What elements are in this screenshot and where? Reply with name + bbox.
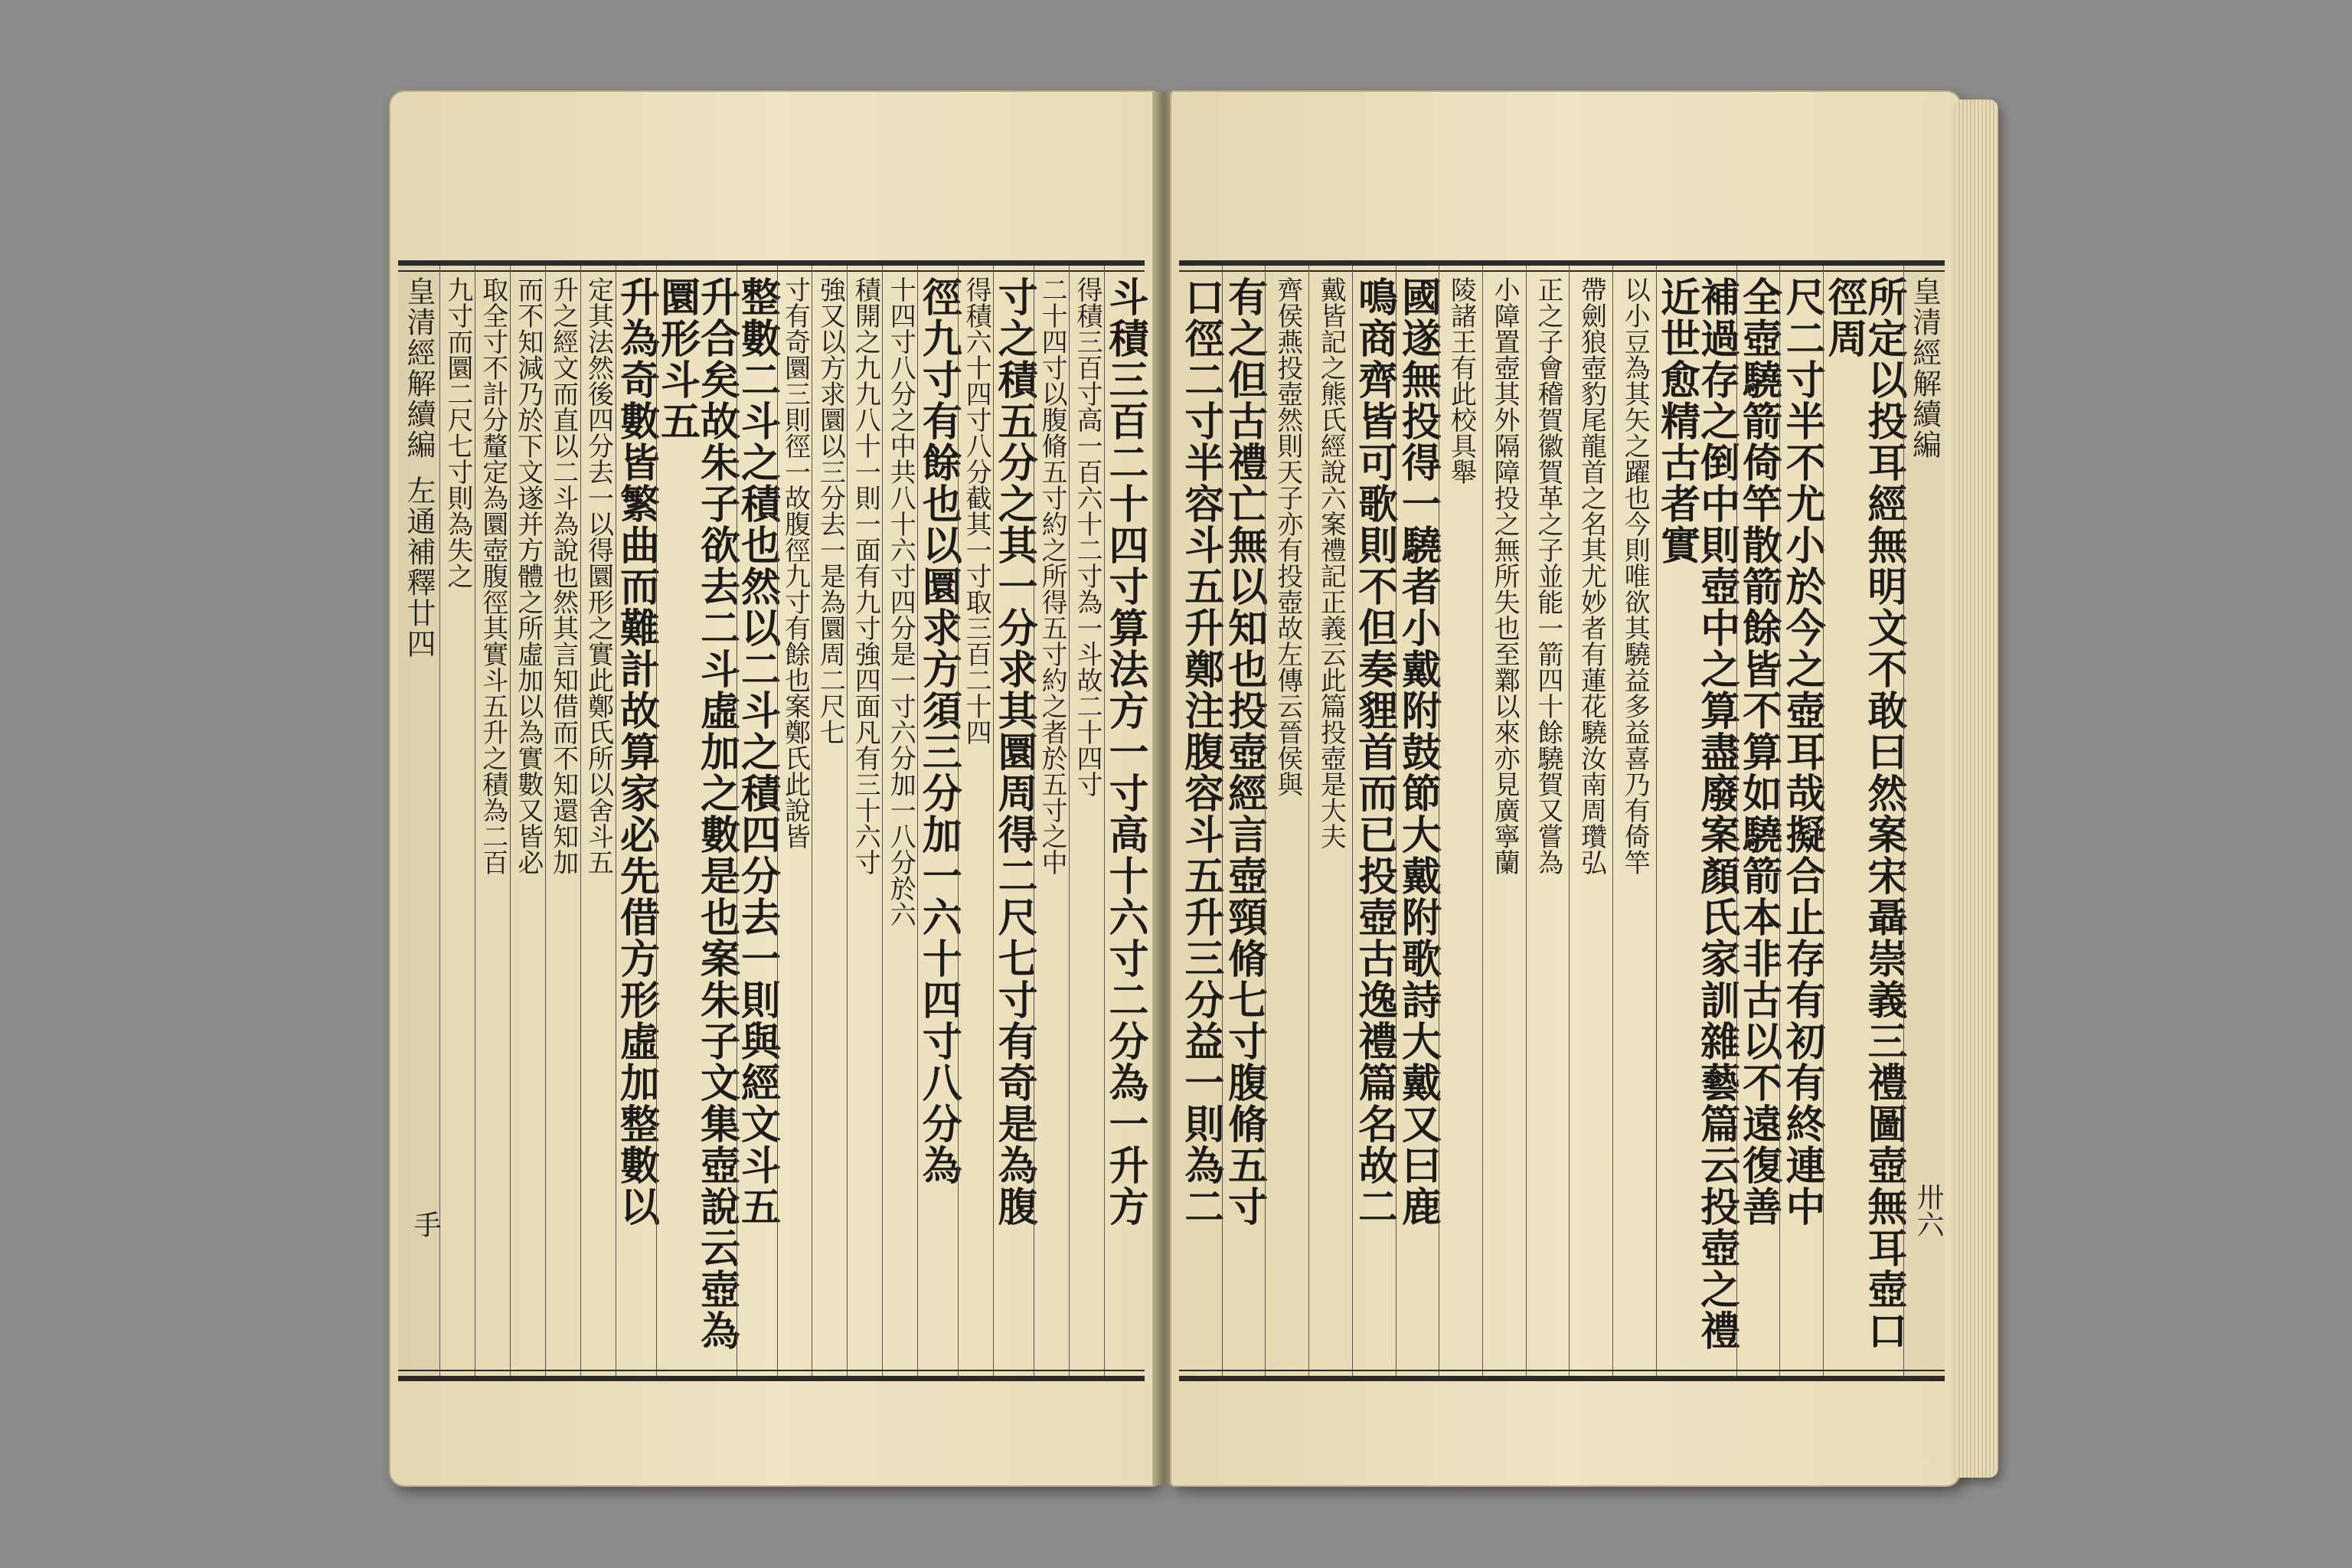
- text-column: [1439, 266, 1482, 1376]
- column-text: 取全寸不計分釐定為圜壺腹徑其實斗五升之積為二百: [477, 276, 508, 875]
- text-column: [510, 266, 545, 1376]
- column-text: 十四寸八分之中共八十六寸四分是一寸六分加一八分於六: [885, 276, 916, 927]
- column-text: 徑九寸有餘也以圜求方須三分加一六十四寸八分為: [915, 276, 962, 1186]
- left-margin-title: [398, 266, 439, 1376]
- column-text: 齊侯燕投壺然則天子亦有投壺故左傳云晉侯與: [1272, 276, 1303, 797]
- text-column: [612, 266, 660, 1376]
- text-column: [1612, 266, 1656, 1376]
- text-column: [1179, 266, 1222, 1376]
- column-text: 整數二斗之積也然以二斗之積四分去一則與經文斗五: [733, 276, 781, 1227]
- text-column: [1482, 266, 1526, 1376]
- text-column: [653, 266, 740, 1376]
- left-folio: 手: [410, 1210, 441, 1238]
- text-column: [991, 266, 1038, 1376]
- column-text: 得積三百寸高一百六十二寸為一斗故二十四寸: [1071, 276, 1102, 797]
- text-column: [475, 266, 510, 1376]
- column-text: 得積六十四寸八分截其一寸取三百二十四: [961, 276, 992, 745]
- text-column: [882, 266, 917, 1376]
- right-margin-title-text: 皇清經解續編: [1907, 276, 1942, 460]
- text-column: [1779, 266, 1826, 1376]
- column-text: 升為奇數皆繁曲而難計故算家必先借方形虛加整數以: [612, 276, 660, 1227]
- column-text: 國遂無投得一驍者小戴附鼓節大戴附歌詩大戴又曰鹿: [1394, 276, 1442, 1227]
- text-column: [1265, 266, 1308, 1376]
- column-text: 九寸而圜二尺七寸則為失之: [442, 276, 473, 589]
- column-text: 而不知減乃於下文遂并方體之所虛加以為實數又皆必: [512, 276, 544, 875]
- column-text: 強又以方求圜以三分去一是為圜周二尺七: [815, 276, 846, 745]
- text-column: [1736, 266, 1780, 1376]
- left-page-columns: [398, 266, 1148, 1376]
- text-column: [1394, 266, 1442, 1376]
- column-text: 寸有奇圜三則徑一故腹徑九寸有餘也案鄭氏此說皆: [779, 276, 811, 849]
- column-text: 小障置壺其外隔障投之無所失也至鄴以來亦見廣寧蘭: [1489, 276, 1521, 875]
- text-column: [1821, 266, 1907, 1376]
- right-page-text-frame: [1179, 260, 1945, 1381]
- column-text: 積開之九九八十一則一面有九寸強四面凡有三十六寸: [850, 276, 881, 875]
- text-column: [812, 266, 847, 1376]
- left-margin-note: 左通補釋廿四: [401, 475, 436, 659]
- column-text: 所定以投耳經無明文不敢曰然案宋聶崇義三禮圖壺無耳壺口徑周: [1821, 276, 1907, 1351]
- text-column: [439, 266, 475, 1376]
- column-text: 尺二寸半不尤小於今之壺耳哉擬合止存有初有終連中: [1779, 276, 1826, 1227]
- column-text: 全壺驍箭倚竿散箭餘皆不算如驍箭本非古以不遠復善: [1735, 276, 1782, 1227]
- text-column: [1352, 266, 1396, 1376]
- text-column: [847, 266, 882, 1376]
- text-column: [1069, 266, 1104, 1376]
- text-column: [777, 266, 812, 1376]
- text-column: [958, 266, 993, 1376]
- column-text: 正之子會稽賀徽賀革之子並能一箭四十餘驍賀又嘗為: [1532, 276, 1563, 875]
- column-text: 二十四寸以腹脩五寸約之所得五寸約之者於五寸之中: [1037, 276, 1068, 875]
- column-text: 升合矣故朱子欲去二斗虛加之數是也案朱子文集壺說云壺為圜形斗五: [653, 276, 740, 1351]
- column-text: 有之但古禮亡無以知也投壺經言壺頸脩七寸腹脩五寸: [1220, 276, 1268, 1227]
- column-text: 陵諸王有此校具舉: [1446, 276, 1477, 485]
- column-text: 口徑二寸半容斗五升鄭注腹容斗五升三分益一則為二: [1177, 276, 1224, 1227]
- column-text: 斗積三百二十四寸算法方一寸高十六寸二分為一升方: [1102, 276, 1148, 1227]
- text-column: [1526, 266, 1570, 1376]
- text-column: [1222, 266, 1266, 1376]
- left-page-text-frame: [398, 260, 1148, 1381]
- column-text: 戴皆記之熊氏經說六案禮記正義云此篇投壺是大夫: [1315, 276, 1347, 849]
- column-text: 升之經文而直以二斗為說也然其言知借而不知還知加: [547, 276, 579, 875]
- column-text: 以小豆為其矢之躍也今則唯欲其驍益多益喜乃有倚竿: [1619, 276, 1651, 875]
- text-column: [1102, 266, 1148, 1376]
- text-column: [1653, 266, 1740, 1376]
- text-column: [1308, 266, 1352, 1376]
- column-text: 鳴商齊皆可歌則不但奏貍首而已投壺古逸禮篇名故二: [1351, 276, 1398, 1227]
- text-column: [915, 266, 962, 1376]
- text-column: [1034, 266, 1069, 1376]
- right-folio: 卅六: [1913, 1183, 1944, 1238]
- text-column: [580, 266, 616, 1376]
- left-margin-title-text: 皇清經解續編: [401, 276, 436, 460]
- column-text: 寸之積五分之其一分求其圜周得二尺七寸有奇是為腹: [991, 276, 1038, 1227]
- column-text: 補過存之倒中則壺中之算盡廢案顏氏家訓雜藝篇云投壺之禮近世愈精古者實: [1653, 276, 1740, 1351]
- column-text: 定其法然後四分去一以得圜形之實此鄭氏所以舍斗五: [583, 276, 614, 875]
- text-column: [545, 266, 580, 1376]
- page-edges: [1956, 100, 1998, 1478]
- text-column: [733, 266, 781, 1376]
- column-text: 帶劍狼壺豹尾龍首之名其尤妙者有蓮花驍汝南周瓚弘: [1576, 276, 1607, 875]
- text-column: [1569, 266, 1612, 1376]
- right-page-columns: [1179, 266, 1945, 1376]
